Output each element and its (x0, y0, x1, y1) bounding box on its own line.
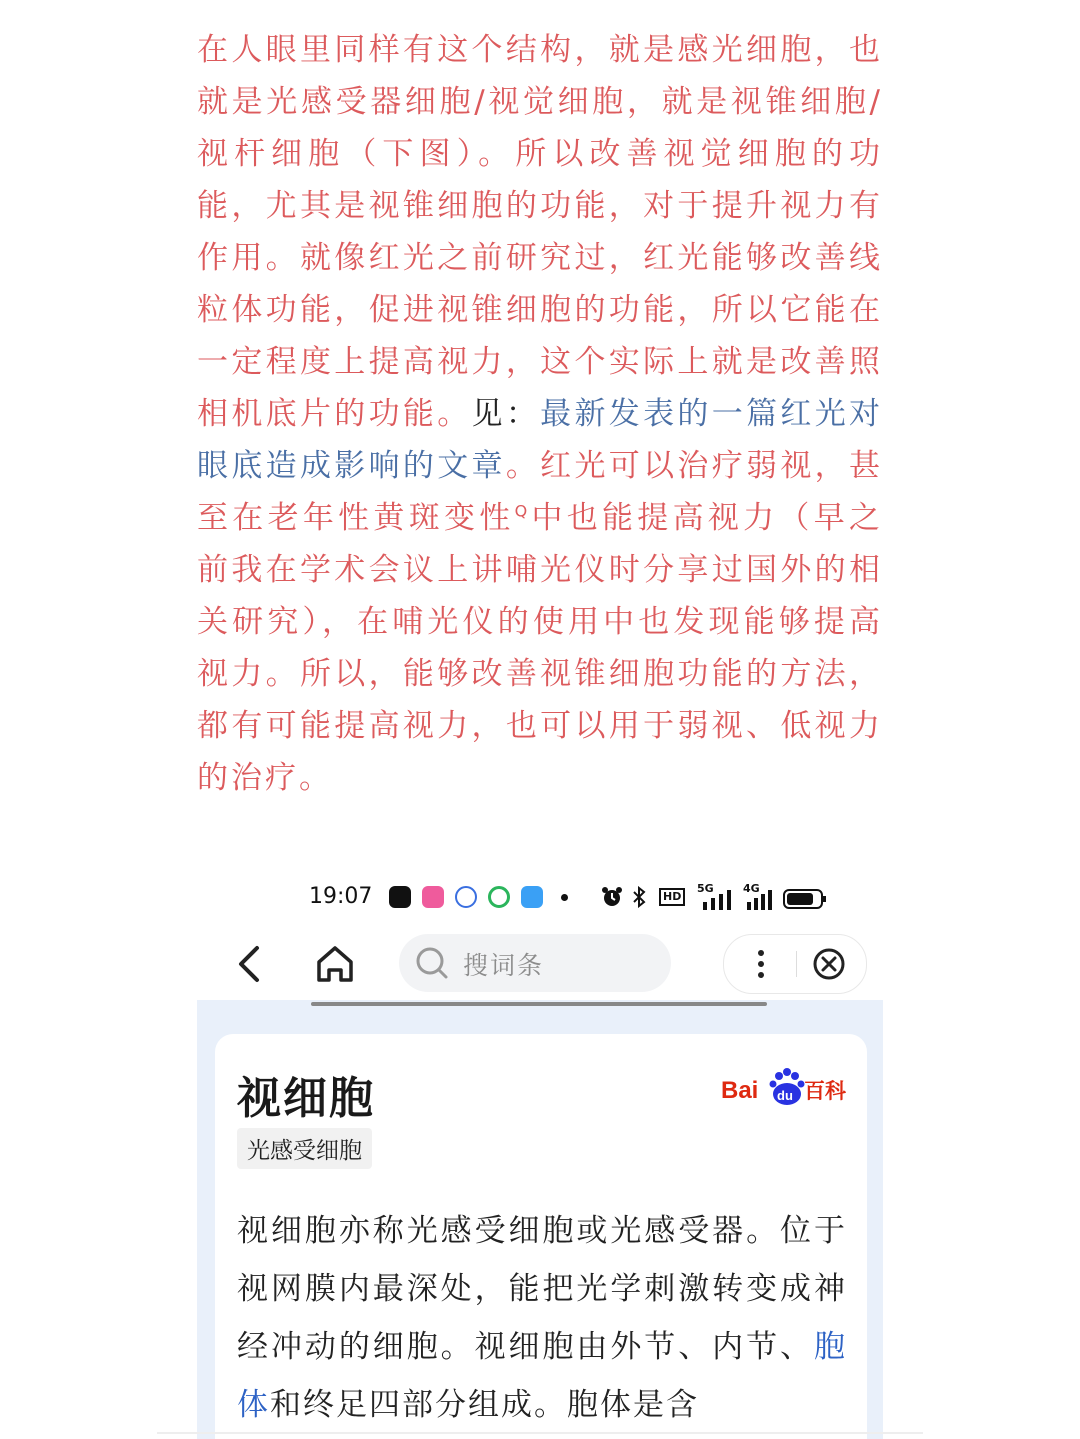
notification-dot-icon (561, 894, 568, 901)
svg-text:百科: 百科 (804, 1079, 846, 1103)
hd-badge: HD (659, 888, 685, 906)
search-input[interactable] (399, 934, 671, 992)
desc-text-2: 和终足四部分组成。胞体是含 (270, 1387, 699, 1423)
desc-text-1: 视细胞亦称光感受细胞或光感受器。位于视网膜内最深处，能把光学刺激转变成神经冲动的细胞。视细胞由外节、内节、 (237, 1213, 847, 1365)
baidu-baike-logo[interactable] (721, 1064, 851, 1110)
phone-screenshot (197, 868, 883, 1439)
search-mark-icon[interactable]: Q (514, 501, 531, 521)
capsule-divider (796, 951, 797, 977)
bluetooth-icon (631, 886, 647, 908)
see-label: 见： (471, 396, 541, 432)
article-paragraph-3: 中也能提高视力（早之前我在学术会议上讲哺光仪时分享过国外的相关研究），在哺光仪的使用中也发现能够提高视力。所以，能够改善视锥细胞功能的方法，都有可能提高视力，也可以用于弱视、低视力的治疗。 (197, 500, 884, 796)
baidu-paw-icon (455, 886, 477, 908)
status-time: 19:07 (309, 884, 373, 909)
encyclopedia-card (215, 1034, 867, 1439)
more-icon[interactable] (746, 947, 776, 981)
network-4g-label: 4G (743, 882, 760, 895)
scroll-indicator (311, 1002, 767, 1006)
app-pink-icon (422, 886, 444, 908)
desc-link[interactable]: 胞体 (237, 1329, 847, 1423)
svg-text:Bai: Bai (721, 1077, 759, 1104)
browser-nav-bar (197, 930, 883, 1000)
recycle-icon (488, 886, 510, 908)
article-link[interactable]: 最新发表的一篇红光对眼底造成影响的文章 (197, 396, 884, 484)
bottom-divider (157, 1432, 923, 1434)
alarm-icon (601, 886, 623, 908)
tiktok-icon (389, 886, 411, 908)
mini-program-capsule (723, 934, 867, 994)
battery-icon (783, 888, 827, 910)
status-bar (197, 868, 883, 928)
close-icon[interactable] (812, 947, 846, 981)
search-icon (415, 946, 449, 980)
network-5g-label: 5G (697, 882, 714, 895)
signal-2-icon (745, 888, 775, 910)
home-icon[interactable] (313, 942, 357, 986)
back-icon[interactable] (231, 942, 271, 986)
article-paragraph-1: 在人眼里同样有这个结构，就是感光细胞，也就是光感受器细胞/视觉细胞，就是视锥细胞/视杆细胞（下图）。所以改善视觉细胞的功能，尤其是视锥细胞的功能，对于提升视力有作用。就像红光之前研究过，红光能够改善线粒体功能，促进视锥细胞的功能，所以它能在一定程度上提高视力，这个实际上就是改善照相机底片的功能。 (197, 32, 883, 432)
article-text (197, 24, 883, 804)
signal-icon (701, 888, 737, 910)
entry-description (237, 1202, 847, 1434)
svg-text:du: du (777, 1088, 793, 1103)
search-placeholder: 搜词条 (463, 951, 545, 980)
synonym-tag[interactable]: 光感受细胞 (237, 1128, 372, 1169)
entry-title: 视细胞 (237, 1073, 375, 1124)
cloud-app-icon (521, 886, 543, 908)
article-paragraph-2: 。红光可以治疗弱视，甚至在老年性黄斑变性 (197, 448, 884, 536)
